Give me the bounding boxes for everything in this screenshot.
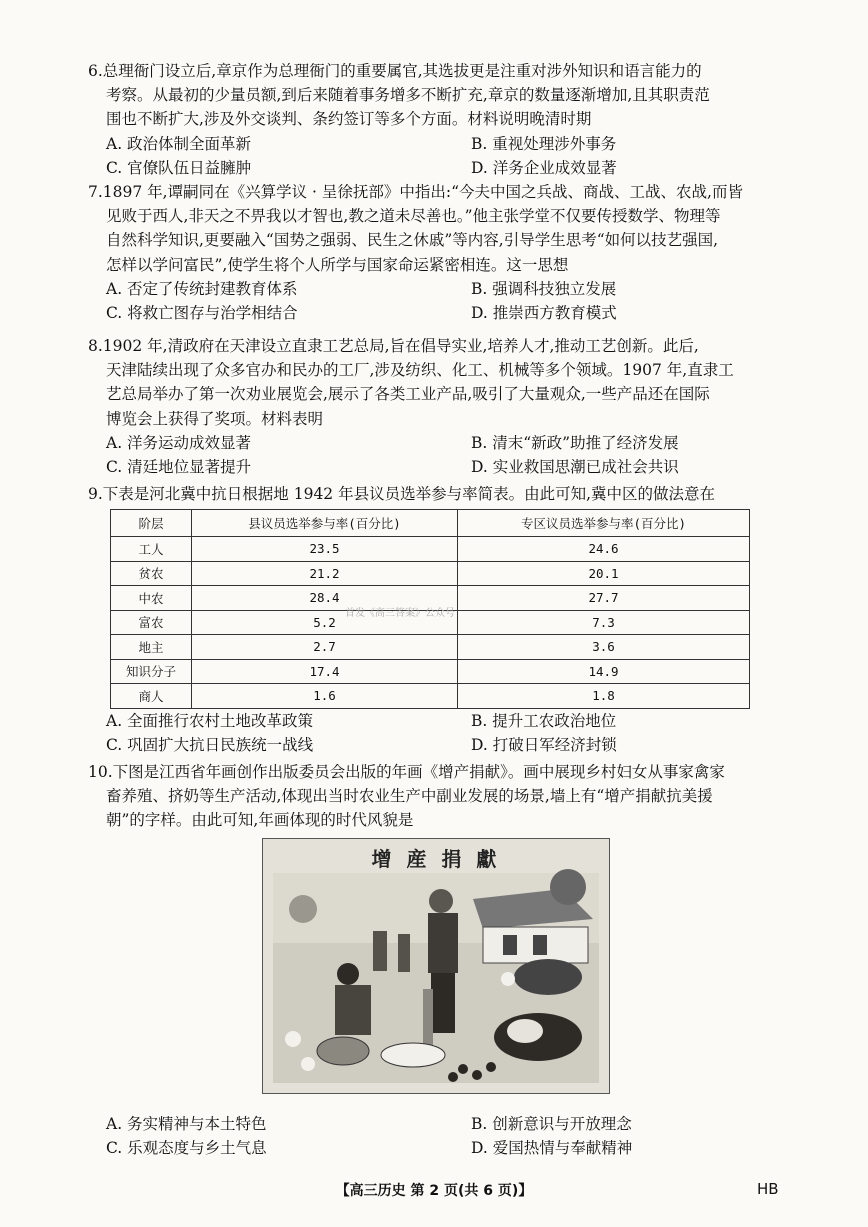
table-cell: 工人 [111, 537, 192, 562]
table-row [111, 537, 750, 562]
option-c[interactable]: C. 乐观态度与乡土气息 [106, 1139, 267, 1158]
question-9 [88, 482, 788, 506]
table-cell: 7.3 [458, 610, 750, 635]
option-d[interactable]: D. 打破日军经济封锁 [471, 736, 617, 755]
option-b[interactable]: B. 强调科技独立发展 [471, 279, 617, 298]
option-c[interactable]: C. 巩固扩大抗日民族统一战线 [106, 736, 314, 755]
footer-code: HB [757, 1180, 779, 1198]
table-row [111, 684, 750, 709]
option-b[interactable]: B. 创新意识与开放理念 [471, 1115, 632, 1133]
option-b[interactable]: B. 清末“新政”助推了经济发展 [471, 433, 679, 452]
question-text-line: 自然科学知识,更要融入“国势之强弱、民生之休戚”等内容,引导学生思考“如何以技艺强国, [106, 231, 719, 250]
question-text-line: 7.1897 年,谭嗣同在《兴算学议 · 呈徐抚部》中指出:“今夫中国之兵战、商战、工战、农战,而皆 [88, 183, 743, 201]
table-cell: 21.2 [192, 561, 458, 586]
options [88, 1112, 788, 1160]
footer-page-info: 【高三历史 第 2 页(共 6 页)】 [335, 1183, 533, 1199]
option-c[interactable]: C. 官僚队伍日益臃肿 [106, 158, 252, 177]
painting-title: 增 産 捐 獻 [371, 847, 501, 871]
table-cell: 知识分子 [111, 659, 192, 684]
option-a[interactable]: A. 全面推行农村土地改革政策 [106, 712, 314, 730]
option-a[interactable]: A. 否定了传统封建教育体系 [106, 279, 298, 298]
question-10 [88, 760, 788, 833]
option-d[interactable]: D. 爱国热情与奉献精神 [471, 1139, 633, 1158]
table-cell: 20.1 [458, 561, 750, 586]
options [88, 709, 788, 757]
question-text-line: 艺总局举办了第一次劝业展览会,展示了各类工业产品,吸引了大量观众,一些产品还在国际 [106, 385, 710, 404]
table-row [111, 561, 750, 586]
table-cell: 3.6 [458, 635, 750, 660]
table-row [111, 635, 750, 660]
option-c[interactable]: C. 清廷地位显著提升 [106, 458, 252, 477]
question-text-line: 10.下图是江西省年画创作出版委员会出版的年画《增产捐献》。画中展现乡村妇女从事家禽家 [88, 763, 725, 781]
options [88, 431, 788, 479]
question-text-line: 朝”的字样。由此可知,年画体现的时代风貌是 [106, 811, 414, 830]
option-d[interactable]: D. 实业救国思潮已成社会共识 [471, 458, 679, 477]
table-cell: 24.6 [458, 537, 750, 562]
question-text-line: 考察。从最初的少量员额,到后来随着事务增多不断扩充,章京的数量逐渐增加,且其职责范 [106, 86, 710, 105]
table-cell: 5.2 [192, 610, 458, 635]
table-cell: 中农 [111, 586, 192, 611]
question-text-line: 8.1902 年,清政府在天津设立直隶工艺总局,旨在倡导实业,培养人才,推动工艺创新。此后, [88, 337, 699, 355]
question-text-line: 9.下表是河北冀中抗日根据地 1942 年县议员选举参与率简表。由此可知,冀中区的做法意在 [88, 485, 716, 503]
new-year-painting-image [262, 838, 610, 1094]
table-cell: 贫农 [111, 561, 192, 586]
table-cell: 地主 [111, 635, 192, 660]
question-text-line: 6.总理衙门设立后,章京作为总理衙门的重要属官,其选拔更是注重对涉外知识和语言能力的 [88, 62, 702, 80]
table-header: 阶层 [111, 510, 192, 537]
table-cell: 27.7 [458, 586, 750, 611]
table-row [111, 659, 750, 684]
question-6 [88, 59, 788, 180]
table-cell: 1.6 [192, 684, 458, 709]
question-text-line: 围也不断扩大,涉及外交谈判、条约签订等多个方面。材料说明晚清时期 [106, 110, 592, 129]
option-b[interactable]: B. 重视处理涉外事务 [471, 134, 617, 153]
question-text-line: 见败于西人,非天之不畀我以才智也,教之道未尽善也。”他主张学堂不仅要传授数学、物理等 [106, 207, 721, 226]
question-7 [88, 180, 788, 325]
options [88, 132, 788, 180]
options [88, 277, 788, 325]
table-cell: 商人 [111, 684, 192, 709]
option-b[interactable]: B. 提升工农政治地位 [471, 712, 617, 730]
question-text-line: 怎样以学问富民”,使学生将个人所学与国家命运紧密相连。这一思想 [106, 255, 569, 274]
table-cell: 17.4 [192, 659, 458, 684]
table-header: 专区议员选举参与率(百分比) [458, 510, 750, 537]
option-a[interactable]: A. 洋务运动成效显著 [106, 433, 252, 452]
question-8 [88, 334, 788, 479]
table-cell: 14.9 [458, 659, 750, 684]
table-cell: 1.8 [458, 684, 750, 709]
table-cell: 28.4 [192, 586, 458, 611]
question-9-options [88, 709, 788, 757]
table-header-row [111, 510, 750, 537]
option-a[interactable]: A. 政治体制全面革新 [106, 134, 252, 153]
painting-illustration [263, 839, 609, 1093]
question-text-line: 博览会上获得了奖项。材料表明 [106, 409, 324, 428]
option-a[interactable]: A. 务实精神与本土特色 [106, 1115, 267, 1133]
option-d[interactable]: D. 推崇西方教育模式 [471, 304, 617, 323]
question-text-line: 天津陆续出现了众多官办和民办的工厂,涉及纺织、化工、机械等多个领域。1907 年,直隶工 [106, 361, 734, 380]
table-cell: 2.7 [192, 635, 458, 660]
question-text-line: 畜养殖、挤奶等生产活动,体现出当时农业生产中副业发展的场景,墙上有“增产捐献抗美援 [106, 787, 713, 806]
question-10-options [88, 1112, 788, 1160]
option-d[interactable]: D. 洋务企业成效显著 [471, 158, 617, 177]
table-cell: 23.5 [192, 537, 458, 562]
watermark-text: 首发《高三答案》公众号 [345, 608, 455, 619]
table-cell: 富农 [111, 610, 192, 635]
option-c[interactable]: C. 将救亡图存与治学相结合 [106, 304, 298, 323]
table-header: 县议员选举参与率(百分比) [192, 510, 458, 537]
